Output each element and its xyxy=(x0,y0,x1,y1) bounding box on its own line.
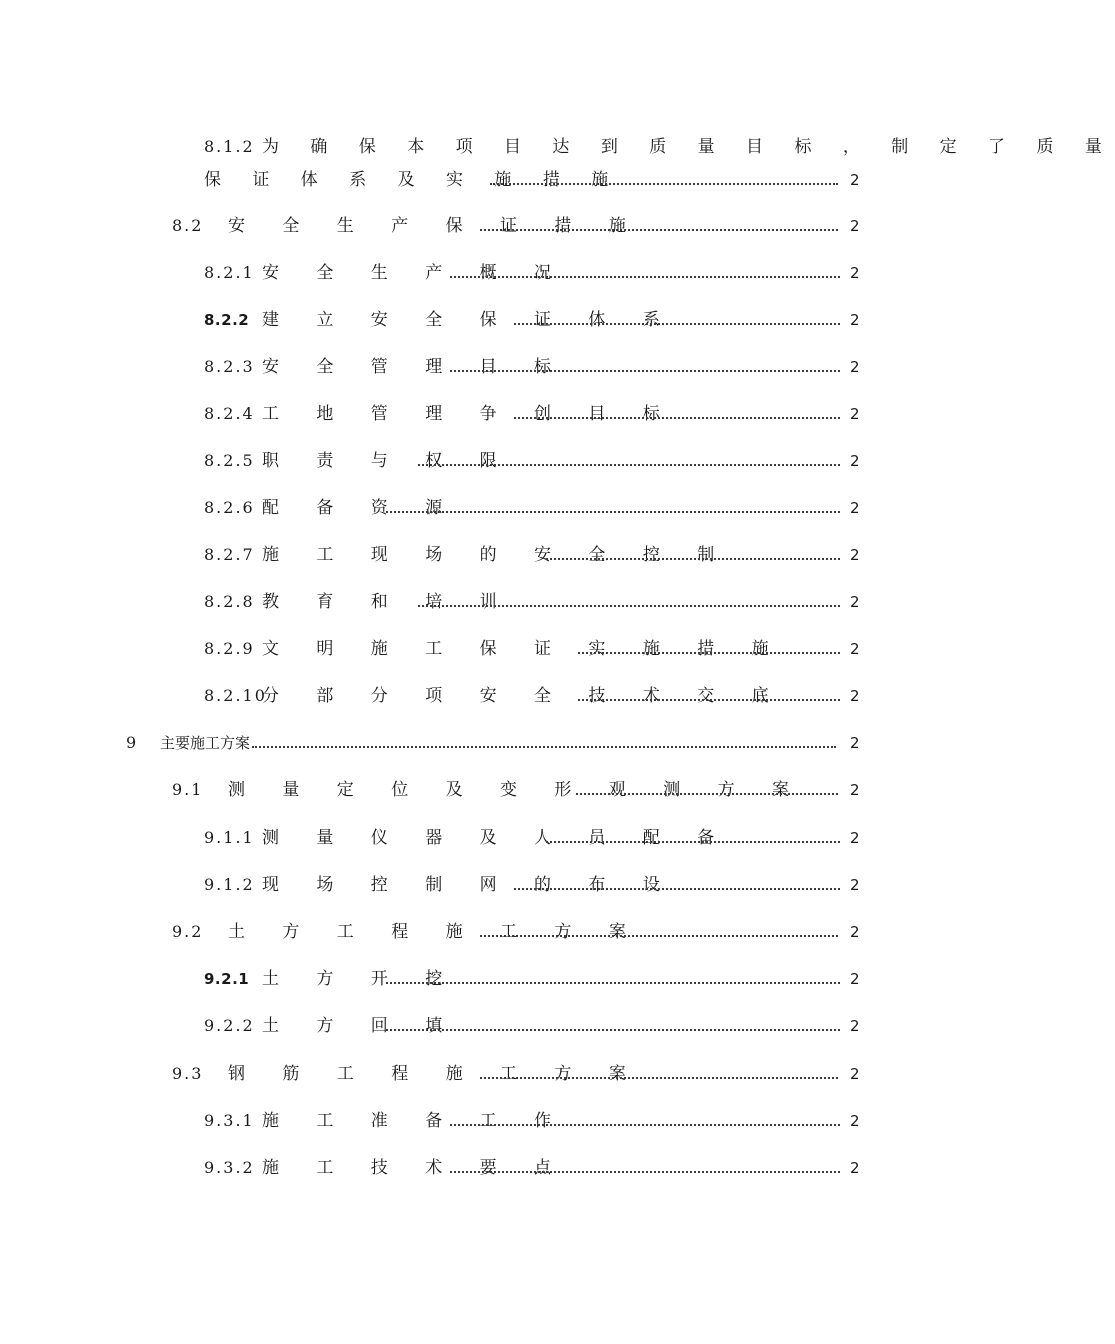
toc-entry-title: 土 方 工 程 施 工 方 案 xyxy=(228,922,642,942)
toc-entry-number: 8.2 xyxy=(172,216,204,235)
toc-entry-number: 8.2.7 xyxy=(204,545,255,564)
toc-entry-title: 测 量 定 位 及 变 形 观 测 方 案 xyxy=(228,780,806,800)
toc-entry[interactable] xyxy=(0,637,950,661)
toc-entry-title: 分 部 分 项 安 全 技 术 交 底 xyxy=(262,686,785,706)
toc-entry-number: 8.2.9 xyxy=(204,639,255,658)
toc-entry-page: 2 xyxy=(850,546,860,564)
toc-entry-page: 2 xyxy=(850,829,860,847)
toc-entry-number: 8.2.4 xyxy=(204,404,255,423)
toc-entry-page: 2 xyxy=(850,171,860,189)
toc-entry-number: 9.3 xyxy=(172,1064,204,1083)
toc-leader xyxy=(480,229,838,231)
toc-entry-page: 2 xyxy=(850,358,860,376)
toc-leader xyxy=(386,511,840,513)
toc-entry[interactable] xyxy=(0,355,950,379)
toc-entry-page: 2 xyxy=(850,876,860,894)
toc-entry-title: 工 地 管 理 争 创 目 标 xyxy=(262,404,676,424)
toc-entry-page: 2 xyxy=(850,405,860,423)
toc-entry[interactable] xyxy=(0,873,950,897)
toc-leader xyxy=(450,1171,840,1173)
toc-entry-number: 8.2.2 xyxy=(204,311,250,329)
toc-leader xyxy=(546,558,840,560)
toc-entry-number: 8.2.5 xyxy=(204,451,255,470)
toc-entry-title: 保 证 体 系 及 实 施 措 施 xyxy=(204,170,622,190)
toc-leader xyxy=(418,464,840,466)
toc-entry-page: 2 xyxy=(850,970,860,988)
toc-entry-title-line1: 为 确 保 本 项 目 达 到 质 量 目 标 ， 制 定 了 质 量 xyxy=(262,137,1115,157)
toc-entry-title: 安 全 管 理 目 标 xyxy=(262,357,568,377)
toc-entry-page: 2 xyxy=(850,499,860,517)
toc-entry[interactable] xyxy=(0,1109,950,1133)
toc-entry-number: 8.2.8 xyxy=(204,592,255,611)
toc-entry-title: 文 明 施 工 保 证 实 施 措 施 xyxy=(262,639,785,659)
toc-leader xyxy=(450,276,840,278)
toc-leader xyxy=(252,746,836,748)
toc-entry-page: 2 xyxy=(850,923,860,941)
toc-entry[interactable] xyxy=(0,920,950,944)
toc-entry[interactable] xyxy=(0,496,950,520)
toc-leader xyxy=(386,1029,840,1031)
toc-leader xyxy=(450,1124,840,1126)
toc-entry[interactable] xyxy=(0,826,950,850)
toc-leader xyxy=(578,652,840,654)
toc-entry[interactable] xyxy=(0,543,950,567)
toc-entry-number: 8.1.2 xyxy=(204,137,255,156)
toc-leader xyxy=(480,935,838,937)
toc-entry-number: 8.2.1 xyxy=(204,263,255,282)
toc-entry-number: 8.2.3 xyxy=(204,357,255,376)
toc-entry-page: 2 xyxy=(850,593,860,611)
toc-leader xyxy=(514,323,840,325)
toc-entry[interactable] xyxy=(0,449,950,473)
toc-entry-page: 2 xyxy=(850,640,860,658)
toc-leader xyxy=(514,417,840,419)
toc-entry-number: 8.2.10 xyxy=(204,686,267,705)
toc-entry-number: 9.2 xyxy=(172,922,204,941)
toc-entry-title: 主要施工方案 xyxy=(160,734,251,752)
toc-entry[interactable] xyxy=(0,967,950,991)
toc-entry-number: 9.2.1 xyxy=(204,970,250,988)
toc-entry-number: 9.1.1 xyxy=(204,828,255,847)
toc-leader xyxy=(578,699,840,701)
toc-entry-title: 现 场 控 制 网 的 布 设 xyxy=(262,875,676,895)
toc-entry-number: 9.3.1 xyxy=(204,1111,255,1130)
toc-leader xyxy=(490,183,838,185)
toc-entry-title: 施 工 现 场 的 安 全 控 制 xyxy=(262,545,731,565)
toc-entry-number: 9 xyxy=(126,733,139,752)
toc-leader xyxy=(576,793,838,795)
toc-leader xyxy=(480,1077,838,1079)
toc-entry[interactable] xyxy=(0,1062,950,1086)
toc-entry-page: 2 xyxy=(850,734,860,752)
toc-entry[interactable] xyxy=(0,1156,950,1180)
toc-entry-page: 2 xyxy=(850,1159,860,1177)
toc-entry-number: 9.2.2 xyxy=(204,1016,255,1035)
toc-entry-title: 配 备 资 源 xyxy=(262,498,459,518)
toc-entry-number: 9.1.2 xyxy=(204,875,255,894)
toc-entry-page: 2 xyxy=(850,781,860,799)
toc-entry-number: 8.2.6 xyxy=(204,498,255,517)
toc-entry[interactable] xyxy=(0,135,1115,195)
toc-entry[interactable] xyxy=(0,684,950,708)
toc-entry-title: 安 全 生 产 概 况 xyxy=(262,263,568,283)
toc-entry-title: 安 全 生 产 保 证 措 施 xyxy=(228,216,642,236)
toc-entry-title: 教 育 和 培 训 xyxy=(262,592,513,612)
toc-entry-title: 测 量 仪 器 及 人 员 配 备 xyxy=(262,828,731,848)
toc-entry[interactable] xyxy=(0,402,950,426)
toc-leader xyxy=(514,888,840,890)
toc-entry-page: 2 xyxy=(850,687,860,705)
toc-entry-title: 土 方 回 填 xyxy=(262,1016,459,1036)
toc-leader xyxy=(418,605,840,607)
toc-entry-page: 2 xyxy=(850,1112,860,1130)
toc-entry[interactable] xyxy=(0,731,950,755)
toc-entry-page: 2 xyxy=(850,1065,860,1083)
toc-entry-title: 土 方 开 挖 xyxy=(262,969,459,989)
toc-entry[interactable] xyxy=(0,778,950,802)
toc-entry[interactable] xyxy=(0,308,950,332)
toc-entry-title: 钢 筋 工 程 施 工 方 案 xyxy=(228,1064,642,1084)
toc-entry-page: 2 xyxy=(850,217,860,235)
toc-entry[interactable] xyxy=(0,1014,950,1038)
toc-entry-title: 职 责 与 权 限 xyxy=(262,451,513,471)
toc-entry-number: 9.3.2 xyxy=(204,1158,255,1177)
toc-leader xyxy=(386,982,840,984)
toc-leader xyxy=(450,370,840,372)
toc-entry[interactable] xyxy=(0,590,950,614)
toc-entry-page: 2 xyxy=(850,264,860,282)
toc-entry-page: 2 xyxy=(850,452,860,470)
toc-entry-title: 建 立 安 全 保 证 体 系 xyxy=(262,310,676,330)
toc-entry-title: 施 工 准 备 工 作 xyxy=(262,1111,568,1131)
toc-entry-page: 2 xyxy=(850,1017,860,1035)
toc-leader xyxy=(546,841,840,843)
toc-entry[interactable] xyxy=(0,214,950,238)
toc-entry-number: 9.1 xyxy=(172,780,204,799)
toc-entry[interactable] xyxy=(0,261,950,285)
toc-entry-title: 施 工 技 术 要 点 xyxy=(262,1158,568,1178)
toc-entry-page: 2 xyxy=(850,311,860,329)
